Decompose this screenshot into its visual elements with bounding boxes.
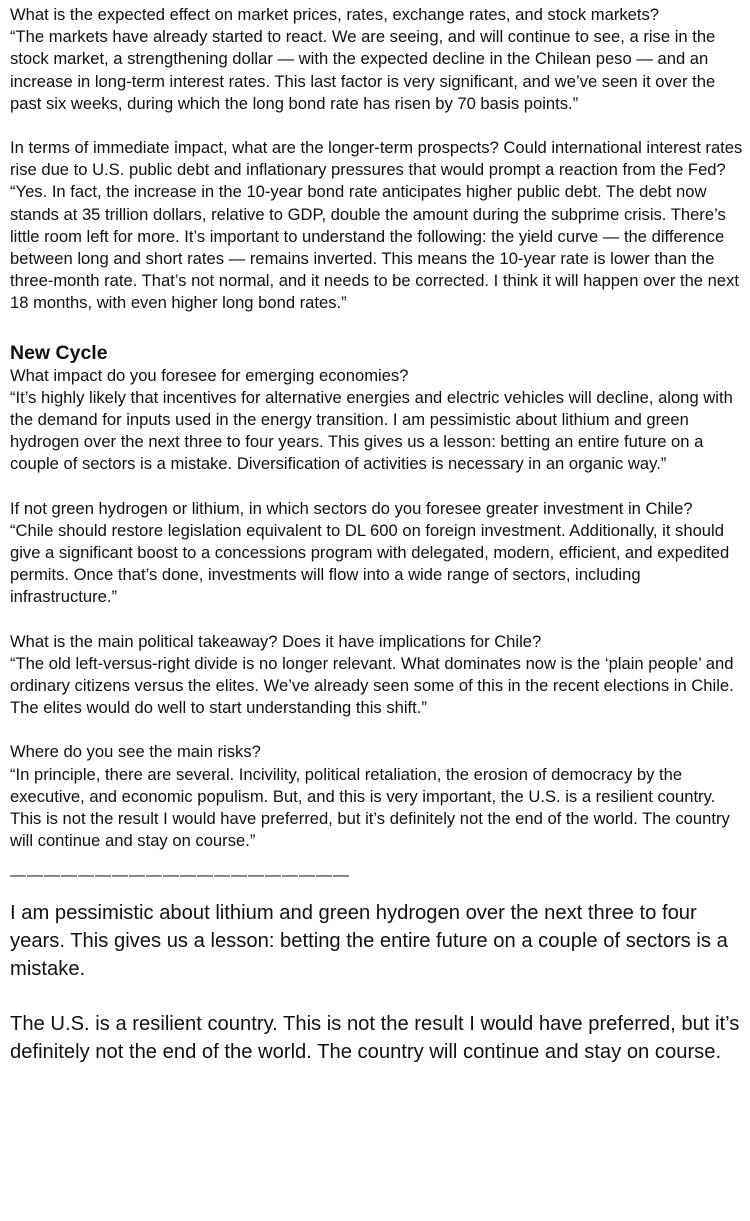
qa-block — [10, 365, 746, 476]
question-text: What is the main political takeaway? Does it have implications for Chile? — [10, 631, 542, 651]
answer-text: “It’s highly likely that incentives for alternative energies and electric vehicles will decline, along with the demand for inputs used in the energy transition. I am pessimistic about lithium and green hydrogen over the next three to four years. This gives us a lesson: betting an entire future on a couple of sectors is a mistake. Diversification of activities is necessary in an organic way.” — [10, 387, 733, 474]
question-text: What is the expected effect on market prices, rates, exchange rates, and stock markets? — [10, 5, 660, 24]
answer-text: “Chile should restore legislation equivalent to DL 600 on foreign investment. Additionally, it should give a significant boost to a concessions program with delegated, modern, efficient, and expedited permits. Once that’s done, investments will flow into a wide range of sectors, including infrastructure.” — [10, 520, 730, 607]
question-text: If not green hydrogen or lithium, in which sectors do you foresee greater investment in Chile? — [10, 498, 693, 518]
pull-quote: The U.S. is a resilient country. This is not the result I would have preferred, but it’s definitely not the end of the world. The country will continue and stay on course. — [10, 1012, 740, 1063]
section-heading: New Cycle — [10, 341, 108, 364]
section-divider: ———————————————————— — [10, 866, 350, 884]
question-text: Where do you see the main risks? — [10, 742, 261, 762]
answer-text: “In principle, there are several. Incivility, political retaliation, the erosion of democracy by the executive, and economic populism. But, and this is very important, the U.S. is a resilient country. This is not the result I would have preferred, but it’s definitely not the end of the world. The country will continue and stay on course.” — [10, 764, 730, 851]
article-body — [10, 4, 746, 1066]
answer-text: “The markets have already started to react. We are seeing, and will continue to see, a rise in the stock market, a strengthening dollar — with the expected decline in the Chilean peso — and an increase in long-term interest rates. This last factor is very significant, and we’ve seen it over the past six weeks, during which the long bond rate has risen by 70 basis points.” — [10, 27, 716, 113]
qa-block — [10, 498, 746, 609]
question-text: In terms of immediate impact, what are the longer-term prospects? Could international interest rates rise due to U.S. public debt and inflationary pressures that would prompt a reaction from the Fed? — [10, 138, 743, 180]
qa-block — [10, 137, 746, 315]
answer-text: “Yes. In fact, the increase in the 10-year bond rate anticipates higher public debt. The debt now stands at 35 trillion dollars, relative to GDP, double the amount during the subprime crisis. There’s little room left for more. It’s important to understand the following: the yield curve — the difference between long and short rates — remains inverted. This means the 10-year rate is lower than the three-month rate. That’s not normal, and it needs to be corrected. I think it will happen over the next 18 months, with even higher long bond rates.” — [10, 182, 739, 313]
answer-text: “The old left-versus-right divide is no longer relevant. What dominates now is the ‘plain people’ and ordinary citizens versus the elites. We’ve already seen some of this in the recent elections in Chile. The elites would do well to start understanding this shift.” — [10, 653, 734, 718]
question-text: What impact do you foresee for emerging economies? — [10, 365, 409, 385]
qa-block — [10, 741, 746, 852]
pull-quote: I am pessimistic about lithium and green hydrogen over the next three to four years. This gives us a lesson: betting the entire future on a couple of sectors is a mistake. — [10, 901, 728, 980]
qa-block — [10, 4, 746, 115]
qa-block — [10, 631, 746, 720]
